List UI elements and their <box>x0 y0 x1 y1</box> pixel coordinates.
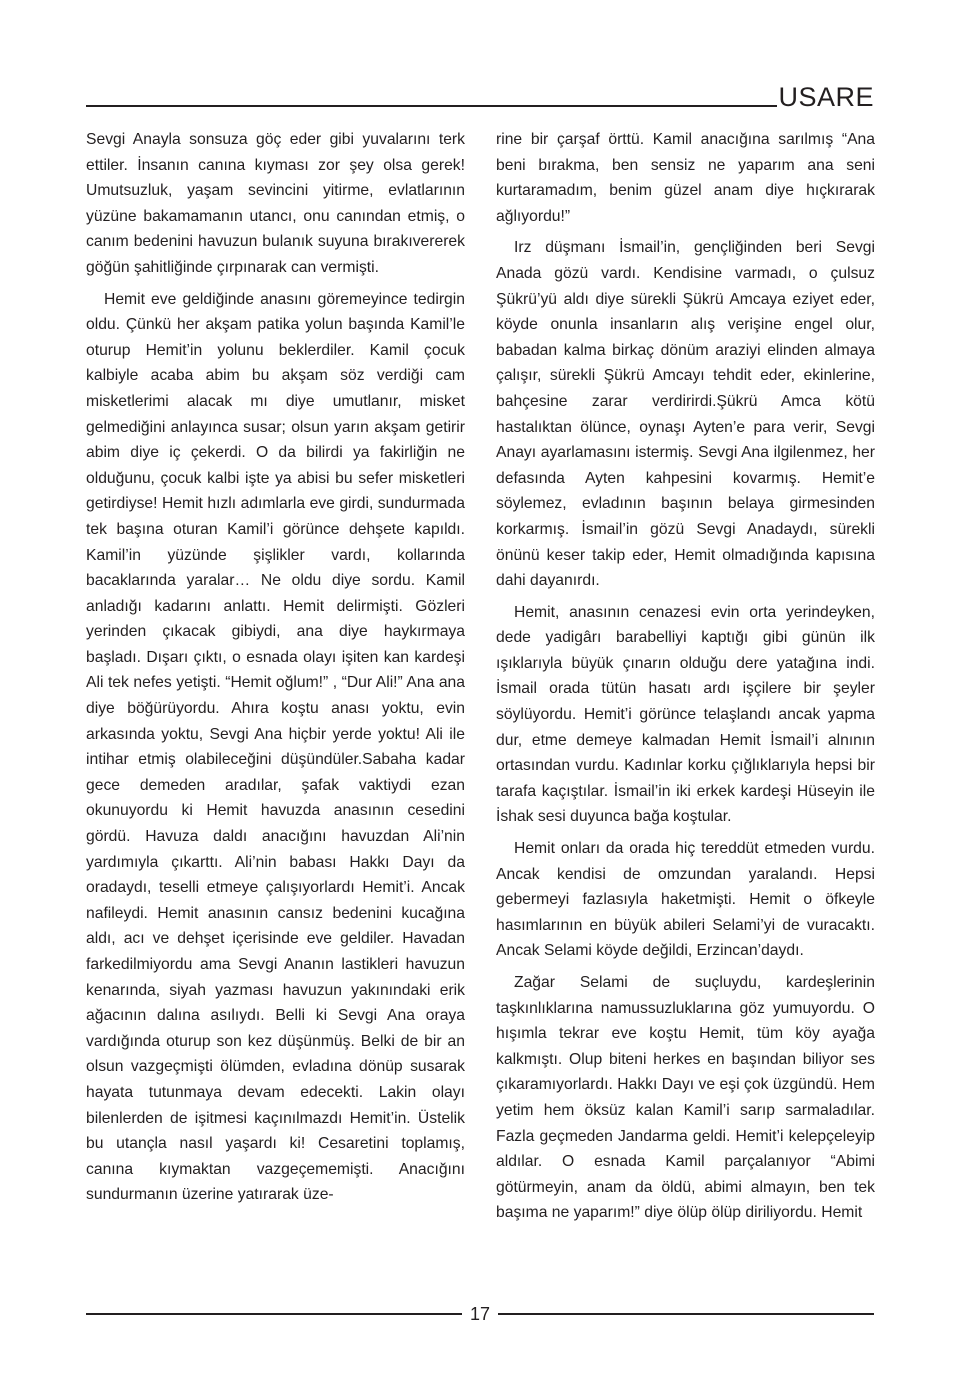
running-header-title: USARE <box>778 82 874 112</box>
paragraph: Hemit, anasının cenazesi evin orta yerindeyken, dede yadigârı barabelliyi kaptığı gibi günün ilk ışıklarıyla büyük çınarın olduğu dere yatağına indi. İsmail orada tütün hasatı ardı işçilere bir şeyler söylüyordu. Hemit’i görünce telaşlandı ancak yapma dur, etme demeye kalmadan Hemit İsmail’i alnının ortasından vurdu. Kadınlar korku çığlıklarıyla hepsi bir tarafa kaçıştılar. İsmail’in iki erkek kardeşi Hüseyin ile İshak sesi duyunca bağa koştular. <box>496 603 875 826</box>
paragraph: Irz düşmanı İsmail’in, gençliğinden beri Sevgi Anada gözü vardı. Kendisine varmadı, o çulsuz Şükrü’yü aldı diye sürekli Şükrü Amcaya eziyet eder, köyde onunla insanların alış verişine engel olur, babadan kalma birkaç dönüm araziyi elinden almaya çalışır, sürekli Şükrü Amcayı tehdit eder, ekinlerine, bahçesine zarar verdirirdi.Şükrü Amca kötü hastalıktan ölünce, oynaşı Ayten’e para verir, Sevgi Anayı ayarlamasını istermiş. Sevgi Ana ilgilenmez, her defasında Ayten kahpesini kovarmış. Hemit’e söylemez, evladının başının belaya girmesinden korkarmış. İsmail’in gözü Sevgi Anadaydı, sürekli önünü keser takip eder, Hemit olmadığında kapısına dahi dayanırdı. <box>496 239 875 590</box>
left-column <box>86 127 465 1214</box>
page-number: 17 <box>469 1304 491 1324</box>
header-rule <box>86 105 777 107</box>
paragraph: Hemit onları da orada hiç tereddüt etmeden vurdu. Ancak kendisi de omzundan yaralandı. Hepsi gebermeyi fazlasıyla haketmişti. Hemit o öfkeyle hasımlarının en büyük abileri Selami’yi de vuracaktı. Ancak Selami köyde değildi, Erzincan’daydı. <box>496 840 875 960</box>
paragraph: Hemit eve geldiğinde anasını göremeyince tedirgin oldu. Çünkü her akşam patika yolun başında Kamil’le oturup Hemit’in yolunu beklerdiler. Kamil çocuk kalbiyle acaba abim bu akşam söz verdiği cam misketlerimi alacak mı diye umutlanır, misket gelmediğini anlayınca susar; olsun yarın akşam getirir abim diye iç çekerdi. O da bilirdi ya fakirliğin ne olduğunu, çocuk kalbi işte ya abisi bu sefer misketleri getirdiyse! Hemit hızlı adımlarla eve girdi, sundurmada tek başına oturan Kamil’i görünce dehşete kapıldı. Kamil’in yüzünde şişlikler vardı, kollarında bacaklarında yaralar… Ne oldu diye sordu. Kamil anladığı kadarını anlattı. Hemit delirmişti. Gözleri yerinden çıkacak gibiydi, ana diye haykırmaya başladı. Dışarı çıktı, o esnada olayı işiten kan kardeşi Ali tek nefes yetişti. “Hemit oğlum!” , “Dur Ali!” Ana ana diye böğürüyordu. Ahıra koştu anası yoktu, evin arkasında yoktu, Sevgi Ana hiçbir yerde yoktu! Ali ile intihar etmiş olabileceğini düşündüler.Sabaha kadar gece demeden aradılar, şafak vaktiydi ezan okunuyordu ki Hemit havuzda anasının cesedini gördü. Havuza daldı anacığını havuzdan Ali’nin yardımıyla çıkarttı. Ali’nin babası Hakkı Dayı da oradaydı, teselli etmeye çalışıyorlardı Hemit’i. Ancak nafileydi. Hemit anasının cansız bedenini kucağına aldı, acı ve dehşet içerisinde eve geldiler. Havadan farkedilmiyordu ama Sevgi Ananın lastikleri havuzun kenarında, siyah yazması havuzun yakınındaki erik ağacının dalına asılıydı. Belli ki Sevgi Ana oraya vardığında oturup son kez düşünmüş. Belki de bir an olsun vazgeçmişti ölümden, evladına dönüp susarak hayata tutunmaya devam edecekti. Lakin olayı bilenlerden de işitmesi kaçınılmazdı Hemit’in. Üstelik bu utançla nasıl yaşardı ki! Cesaretini toplamış, canına kıymaktan vazgeçememişti. Anacığını sundurmanın üzerine yatırarak üze- <box>86 290 465 1204</box>
footer-rule-left <box>86 1313 462 1315</box>
paragraph: Zağar Selami de suçluydu, kardeşlerinin taşkınlıklarına namussuzluklarına göz yumuyordu. O hışımla tekrar eve koştu Hemit, tüm köy ayağa kalkmıştı. Olup biteni herkes en başından biliyor ses çıkaramıyorlardı. Hakkı Dayı ve eşi çok üzgündü. Hem yetim hem öksüz kalan Kamil’i sarıp sarmaladılar. Fazla geçmeden Jandarma geldi. Hemit’i kelepçeleyip aldılar. O esnada Kamil parçalanıyor “Abimi götürmeyin, anam da öldü, abimi almayın, ben tek başıma ne yaparım!” diye ölüp ölüp diriliyordu. Hemit <box>496 974 875 1222</box>
paragraph: rine bir çarşaf örttü. Kamil anacığına sarılmış “Ana beni bırakma, ben sensiz ne yaparım ana seni kurtaramadım, benim güzel anam diye hıçkırarak ağlıyordu!” <box>496 131 875 225</box>
paragraph: Sevgi Anayla sonsuza göç eder gibi yuvalarını terk ettiler. İnsanın canına kıyması zor şey olsa gerek! Umutsuzluk, yaşam sevincini yitirme, evlatlarının yüzüne bakamamanın utancı, onu canından etmiş, o canım bedenini havuzun bulanık suyuna bırakıvererek göğün şahitliğinde çırpınarak can vermişti. <box>86 131 465 276</box>
footer-rule-right <box>498 1313 874 1315</box>
page-footer <box>86 1300 874 1328</box>
right-column <box>496 127 875 1232</box>
